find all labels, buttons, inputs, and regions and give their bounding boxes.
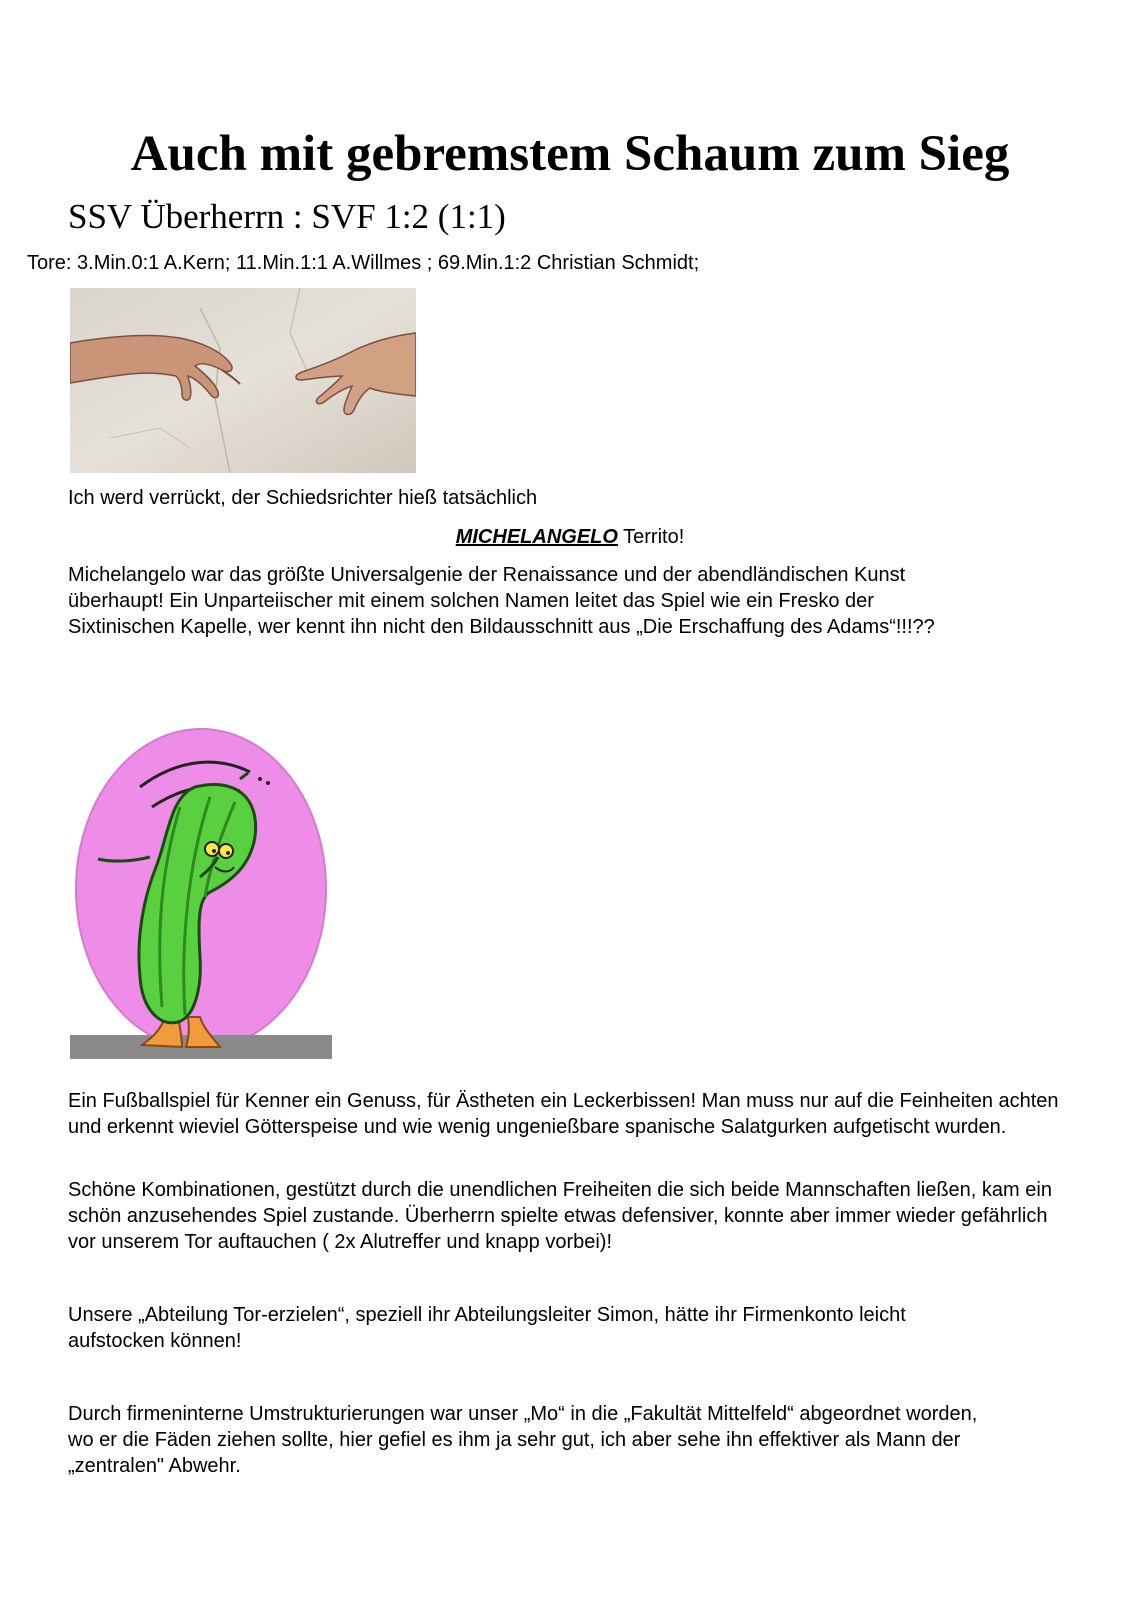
cucumber-cartoon-image bbox=[70, 717, 332, 1059]
article-title: Auch mit gebremstem Schaum zum Sieg bbox=[130, 126, 1010, 182]
creation-of-adam-image bbox=[70, 288, 416, 473]
referee-first-name: MICHELANGELO bbox=[455, 526, 618, 548]
referee-intro: Ich werd verrückt, der Schiedsrichter hieß tatsächlich bbox=[68, 487, 538, 509]
paragraph: Michelangelo war das größte Universalgenie der Renaissance und der abendländischen Kunst überhaupt! Ein Unparteiischer mit einem solchen Namen leitet das Spiel wie ein Fresko der Sixtinischen Kapelle, wer kennt ihn nicht den Bildausschnitt aus „Die Erschaffung des Adams“!!!?? bbox=[68, 564, 935, 638]
paragraph: Unsere „Abteilung Tor-erzielen“, speziell ihr Abteilungsleiter Simon, hätte ihr Firmenkonto leicht aufstocken können! bbox=[68, 1304, 906, 1352]
paragraph: Durch firmeninterne Umstrukturierungen war unser „Mo“ in die „Fakultät Mittelfeld“ abgeordnet worden, wo er die Fäden ziehen sollte, hier gefiel es ihm ja sehr gut, ich aber sehe ihn effektiver als Mann der „zentralen" Abwehr. bbox=[68, 1403, 978, 1477]
paragraph: Ein Fußballspiel für Kenner ein Genuss, für Ästheten ein Leckerbissen! Man muss nur auf die Feinheiten achten und erkennt wieviel Götterspeise und wie wenig ungenießbare spanische Salatgurken aufgetischt wurden. bbox=[68, 1090, 1059, 1138]
referee-name bbox=[0, 524, 1140, 550]
referee-last-name: Territo! bbox=[617, 526, 685, 548]
match-result: SSV Überherrn : SVF 1:2 (1:1) bbox=[68, 197, 506, 236]
goal-scorers: Tore: 3.Min.0:1 A.Kern; 11.Min.1:1 A.Willmes ; 69.Min.1:2 Christian Schmidt; bbox=[27, 252, 700, 274]
paragraph: Schöne Kombinationen, gestützt durch die unendlichen Freiheiten die sich beide Mannschaften ließen, kam ein schön anzusehendes Spiel zustande. Überherrn spielte etwas defensiver, konnte aber immer wieder gefährlich vor unserem Tor auftauchen ( 2x Alutreffer und knapp vorbei)! bbox=[68, 1179, 1052, 1253]
